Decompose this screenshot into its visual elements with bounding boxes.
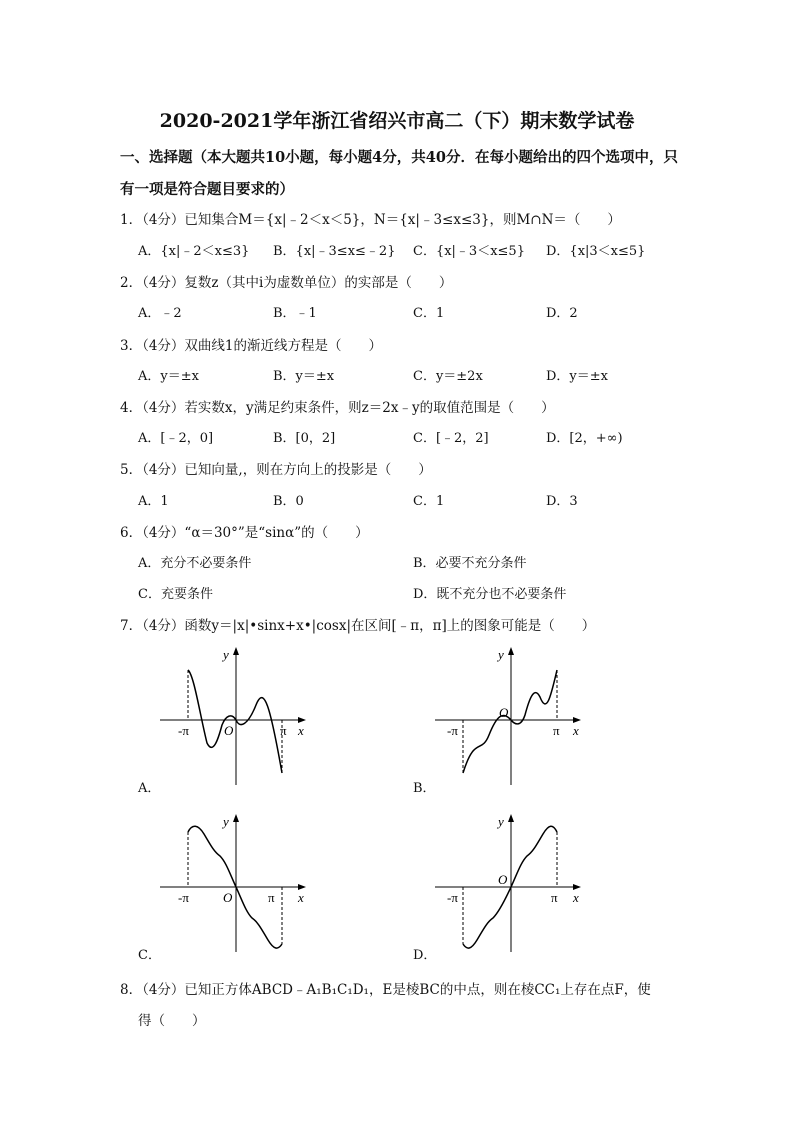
question-8-stem-line2: 得（ ） [138, 1013, 206, 1029]
section-heading-line1: 一、选择题（本大题共10小题，每小题4分，共40分．在每小题给出的四个选项中，只 [120, 149, 678, 166]
question-4-stem: 4．（4分）若实数x，y满足约束条件，则z＝2x﹣y的取值范围是（ ） [120, 400, 555, 416]
q3-option-b: B．y＝±x [273, 369, 335, 384]
question-5-stem: 5．（4分）已知向量,，则在方向上的投影是（ ） [120, 462, 432, 478]
q4-option-b: B．[0，2] [273, 431, 336, 446]
q6-option-b: B．必要不充分条件 [413, 556, 527, 571]
q4-option-d: D．[2，+∞) [546, 431, 623, 446]
q6-option-d: D．既不充分也不必要条件 [413, 587, 567, 602]
q4-option-a: A．[﹣2，0] [138, 431, 214, 446]
graph-c-origin-label: O [223, 890, 233, 905]
graph-c-y-label: y [223, 814, 229, 829]
graph-b [435, 645, 585, 790]
q1-option-d: D．{x|3＜x≤5} [546, 244, 646, 259]
graph-c-negpi-label: -π [178, 890, 189, 905]
q7-option-c: C． [138, 948, 161, 963]
q7-option-b: B． [413, 781, 436, 796]
q6-option-c: C．充要条件 [138, 587, 213, 602]
q5-option-a: A．1 [138, 494, 169, 509]
paper-title: 2020-2021学年浙江省绍兴市高二（下）期末数学试卷 [159, 110, 635, 132]
question-7-stem: 7．（4分）函数y＝|x|•sinx+x•|cosx|在区间[﹣π，π]上的图象可能是（ ） [120, 618, 596, 634]
graph-d-origin-label: O [498, 872, 508, 887]
q2-option-d: D．2 [546, 306, 578, 321]
graph-c-x-label: x [298, 890, 304, 905]
graph-a-pi-label: π [280, 723, 287, 738]
graph-a [160, 645, 310, 790]
q2-option-b: B．﹣1 [273, 306, 317, 321]
graph-d-pi-label: π [551, 890, 558, 905]
graph-a-x-label: x [298, 723, 304, 738]
graph-d-x-label: x [573, 890, 579, 905]
graph-d [435, 812, 585, 957]
graph-c-pi-label: π [268, 890, 275, 905]
graph-d-negpi-label: -π [447, 890, 458, 905]
question-8-stem-line1: 8．（4分）已知正方体ABCD﹣A₁B₁C₁D₁，E是棱BC的中点，则在棱CC₁上存在点F，使 [120, 982, 651, 998]
graph-b-negpi-label: -π [447, 723, 458, 738]
q7-option-d: D． [413, 948, 437, 963]
graph-a-y-label: y [223, 647, 229, 662]
graph-a-origin-label: O [224, 723, 234, 738]
q5-option-b: B．0 [273, 494, 304, 509]
q1-option-c: C．{x|﹣3＜x≤5} [413, 244, 525, 259]
graph-c [160, 812, 310, 957]
q3-option-a: A．y＝±x [138, 369, 199, 384]
graph-d-y-label: y [498, 814, 504, 829]
q1-option-a: A．{x|﹣2＜x≤3} [138, 244, 250, 259]
q3-option-d: D．y＝±x [546, 369, 608, 384]
graph-b-origin-label: O [499, 705, 509, 720]
q3-option-c: C．y＝±2x [413, 369, 483, 384]
graph-b-x-label: x [573, 723, 579, 738]
q2-option-a: A．﹣2 [138, 306, 182, 321]
section-heading-line2: 有一项是符合题目要求的） [120, 181, 294, 198]
q2-option-c: C．1 [413, 306, 445, 321]
question-2-stem: 2．（4分）复数z（其中i为虚数单位）的实部是（ ） [120, 275, 453, 291]
q1-option-b: B．{x|﹣3≤x≤﹣2} [273, 244, 396, 259]
q5-option-c: C．1 [413, 494, 445, 509]
question-1-stem: 1．（4分）已知集合M＝{x|﹣2＜x＜5}，N＝{x|﹣3≤x≤3}，则M∩N＝（ ） [120, 212, 621, 228]
graph-a-negpi-label: -π [178, 723, 189, 738]
question-3-stem: 3．（4分）双曲线1的渐近线方程是（ ） [120, 338, 383, 354]
question-6-stem: 6．（4分）“α＝30°”是“sinα”的（ ） [120, 525, 369, 541]
q7-option-a: A． [138, 781, 161, 796]
q5-option-d: D．3 [546, 494, 578, 509]
graph-b-y-label: y [498, 647, 504, 662]
graph-b-pi-label: π [553, 723, 560, 738]
q6-option-a: A．充分不必要条件 [138, 556, 252, 571]
q4-option-c: C．[﹣2，2] [413, 431, 489, 446]
